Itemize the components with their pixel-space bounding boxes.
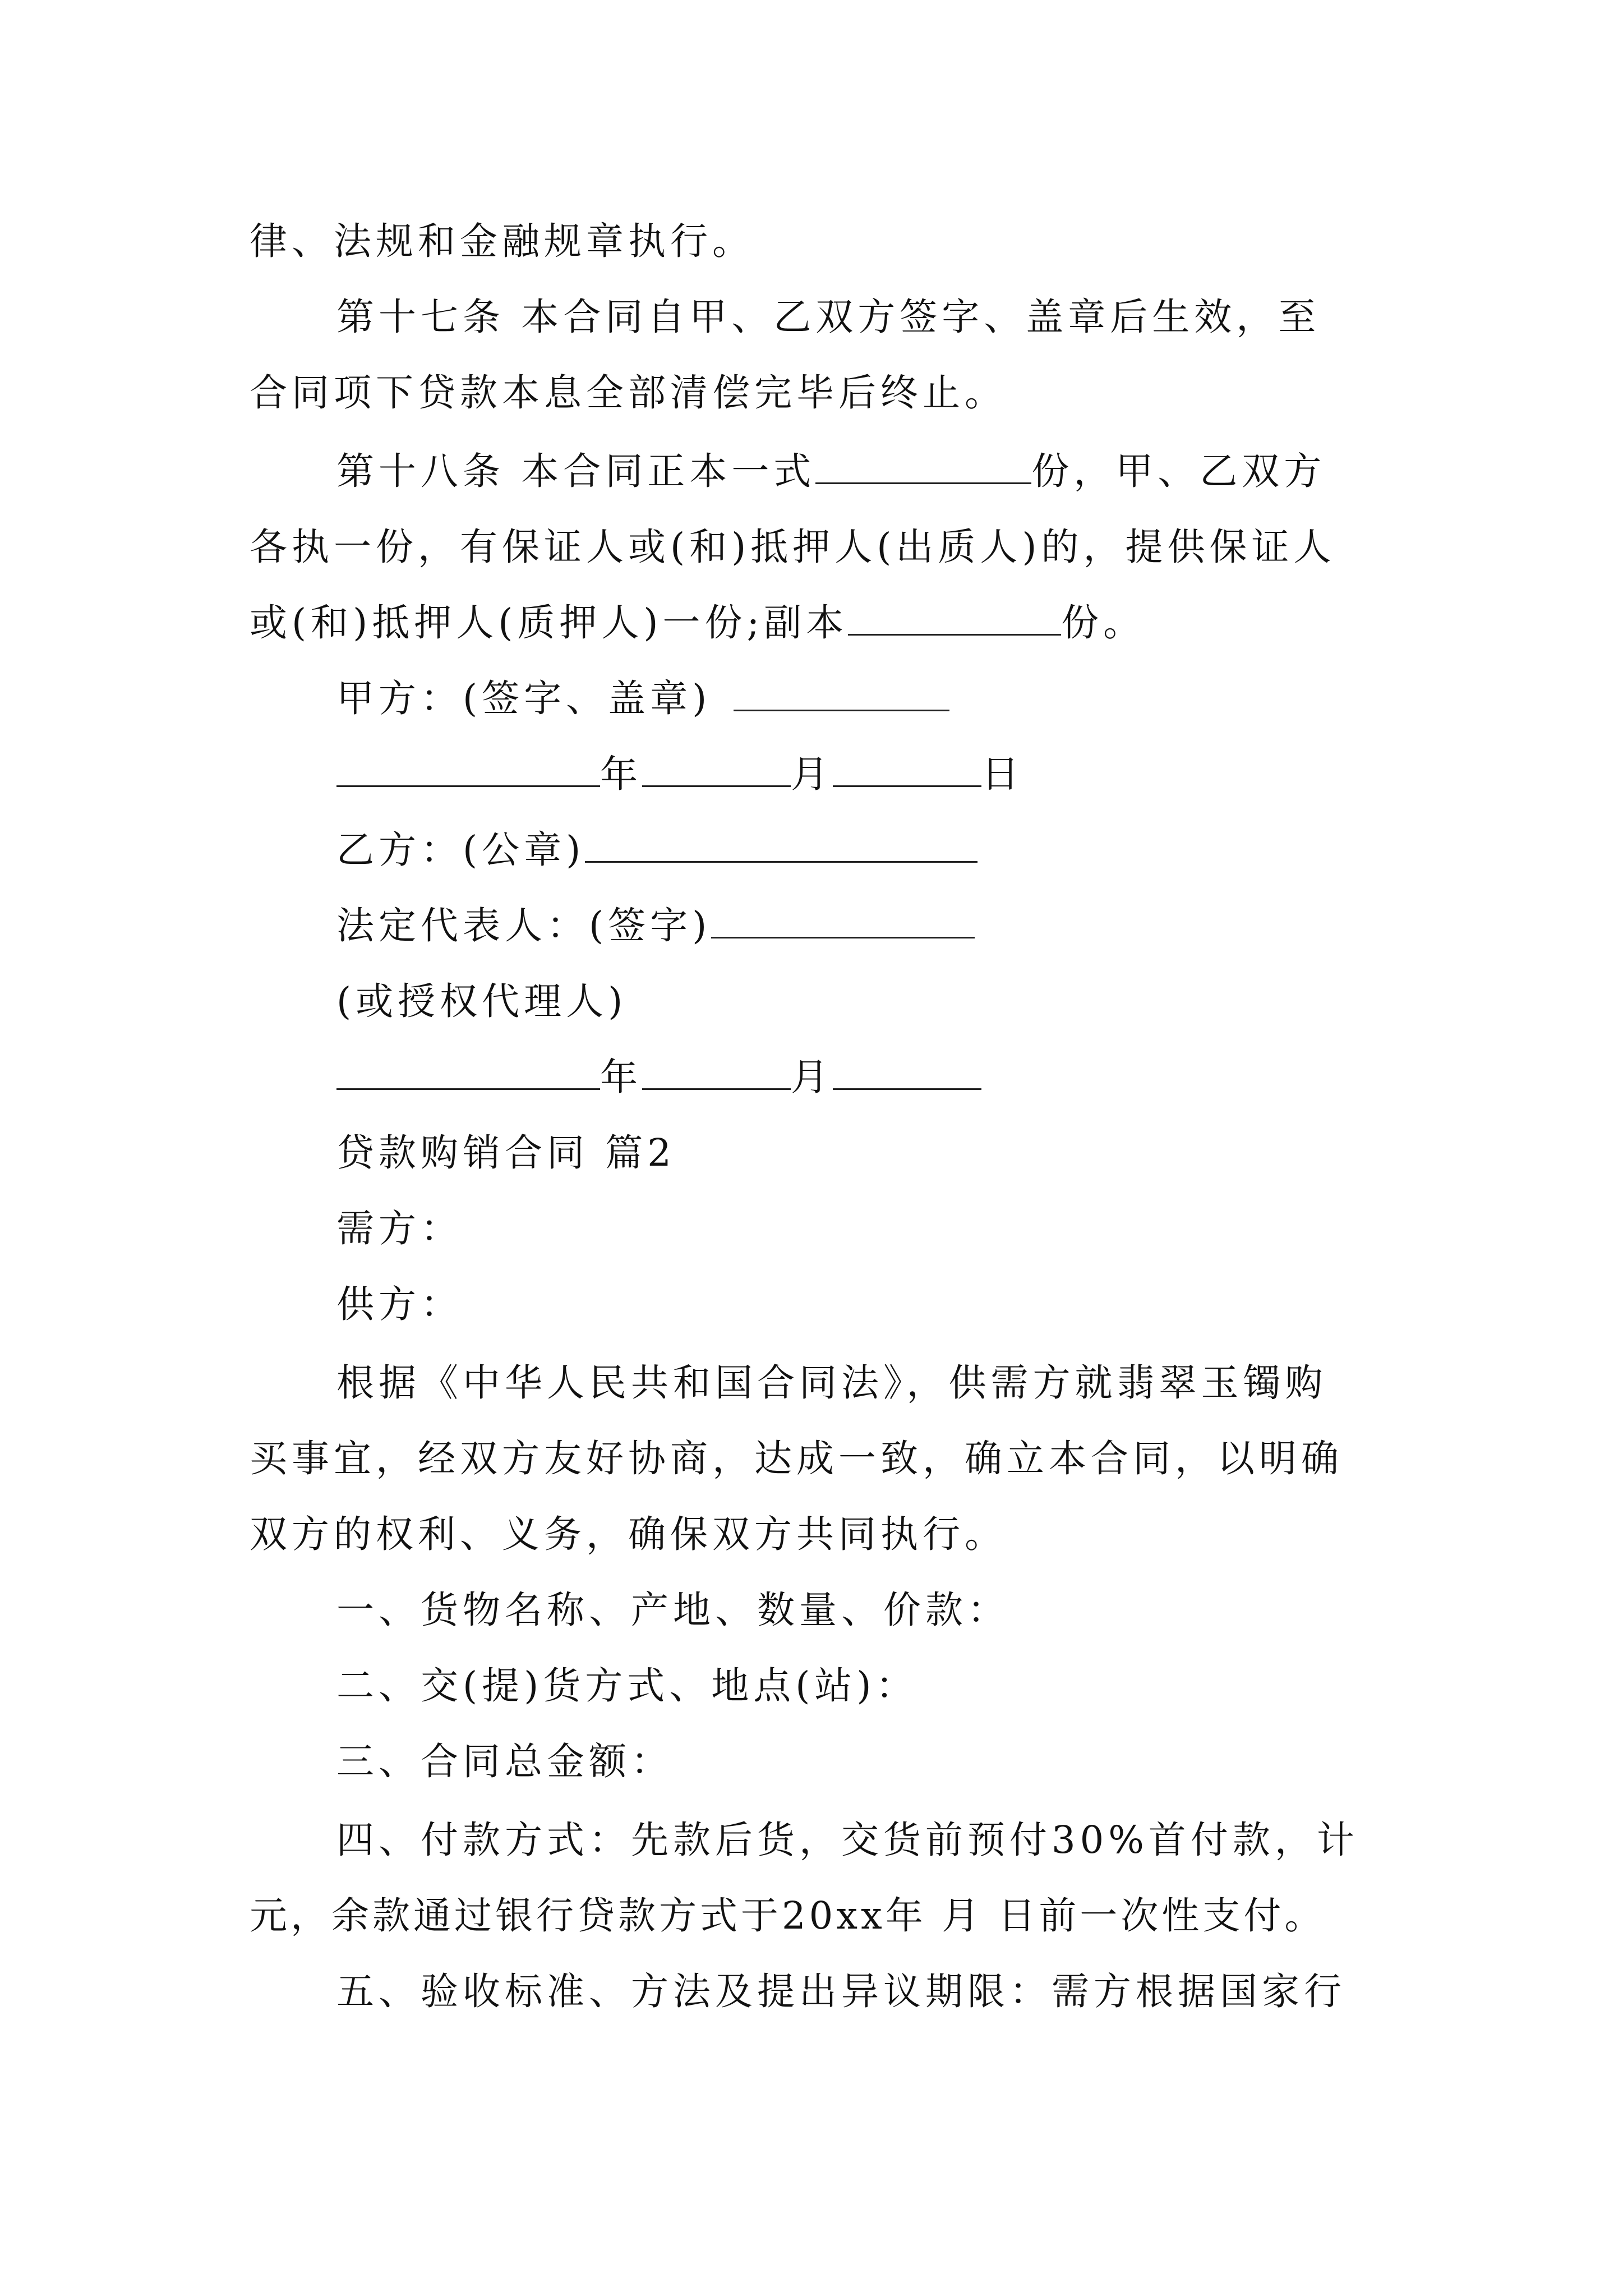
day-blank[interactable] — [833, 1053, 981, 1090]
fill-in-blank[interactable] — [711, 902, 975, 938]
text: 日 — [981, 752, 1023, 796]
section-heading — [336, 1128, 676, 1178]
paragraph-line — [336, 1736, 673, 1787]
text: 或(和)抵押人(质押人)一份;副本 — [250, 601, 849, 645]
paragraph-line — [336, 1358, 1327, 1408]
text: 年 — [600, 752, 642, 796]
text: 第十八条 本合同正本一式 — [336, 449, 816, 493]
text: 法定代表人：(签字) — [336, 904, 712, 947]
month-blank[interactable] — [642, 751, 791, 787]
date-line — [336, 749, 1023, 799]
fill-in-blank[interactable] — [815, 448, 1031, 484]
paragraph-line — [336, 1203, 463, 1254]
fill-in-blank[interactable] — [848, 599, 1061, 636]
paragraph-line — [250, 1890, 1325, 1941]
text: 律、法规和金融规章执行。 — [250, 219, 754, 263]
text: 五、验收标准、方法及提出异议期限：需方根据国家行 — [336, 1970, 1346, 2013]
paragraph-line — [336, 446, 1326, 496]
paragraph-line — [336, 292, 1320, 342]
text: 份，甲、乙双方 — [1031, 449, 1326, 493]
fill-in-blank[interactable] — [734, 675, 949, 711]
text: 月 — [791, 1055, 833, 1099]
text: 年 — [600, 1055, 642, 1099]
text: 三、合同总金额： — [336, 1740, 673, 1783]
signature-line-representative — [336, 900, 975, 951]
text: 元，余款通过银行贷款方式于20xx年 月 日前一次性支付。 — [250, 1894, 1326, 1938]
paragraph-line — [250, 367, 1007, 418]
text: 各执一份，有保证人或(和)抵押人(出质人)的，提供保证人 — [250, 525, 1336, 569]
paragraph-line — [250, 216, 754, 266]
text: 合同项下贷款本息全部清偿完毕后终止。 — [250, 371, 1007, 415]
text: 第十七条 本合同自甲、乙双方签字、盖章后生效，至 — [336, 295, 1321, 339]
paragraph-line — [336, 1966, 1346, 2017]
paragraph-line — [250, 597, 1145, 648]
text: 买事宜，经双方友好协商，达成一致，确立本合同，以明确 — [250, 1437, 1343, 1480]
paragraph-line — [336, 976, 627, 1027]
text: 根据《中华人民共和国合同法》，供需方就翡翠玉镯购 — [336, 1361, 1327, 1405]
paragraph-line — [336, 1815, 1359, 1865]
signature-line-party-b — [336, 825, 978, 875]
text: (或授权代理人) — [336, 979, 628, 1023]
signature-line-party-a — [336, 673, 949, 724]
paragraph-line — [336, 1660, 918, 1711]
text: 需方： — [336, 1207, 463, 1250]
text: 一、货物名称、产地、数量、价款： — [336, 1588, 1009, 1632]
text: 供方： — [336, 1282, 463, 1326]
paragraph-line — [250, 522, 1336, 572]
day-blank[interactable] — [833, 751, 981, 787]
text: 乙方：(公章) — [336, 828, 585, 872]
text: 月 — [791, 752, 833, 796]
text: 二、交(提)货方式、地点(站)： — [336, 1664, 918, 1708]
date-line — [336, 1052, 981, 1102]
text: 双方的权利、义务，确保双方共同执行。 — [250, 1512, 1007, 1556]
year-blank[interactable] — [336, 751, 600, 787]
text: 贷款购销合同 篇2 — [336, 1131, 676, 1175]
text: 份。 — [1061, 601, 1146, 645]
paragraph-line — [250, 1509, 1007, 1559]
text: 四、付款方式：先款后货，交货前预付30%首付款，计 — [336, 1818, 1359, 1862]
paragraph-line — [336, 1279, 463, 1329]
fill-in-blank[interactable] — [585, 826, 978, 863]
paragraph-line — [250, 1433, 1343, 1484]
month-blank[interactable] — [642, 1053, 791, 1090]
paragraph-line — [336, 1585, 1009, 1635]
text: 甲方：(签字、盖章) — [336, 677, 712, 720]
year-blank[interactable] — [336, 1053, 600, 1090]
